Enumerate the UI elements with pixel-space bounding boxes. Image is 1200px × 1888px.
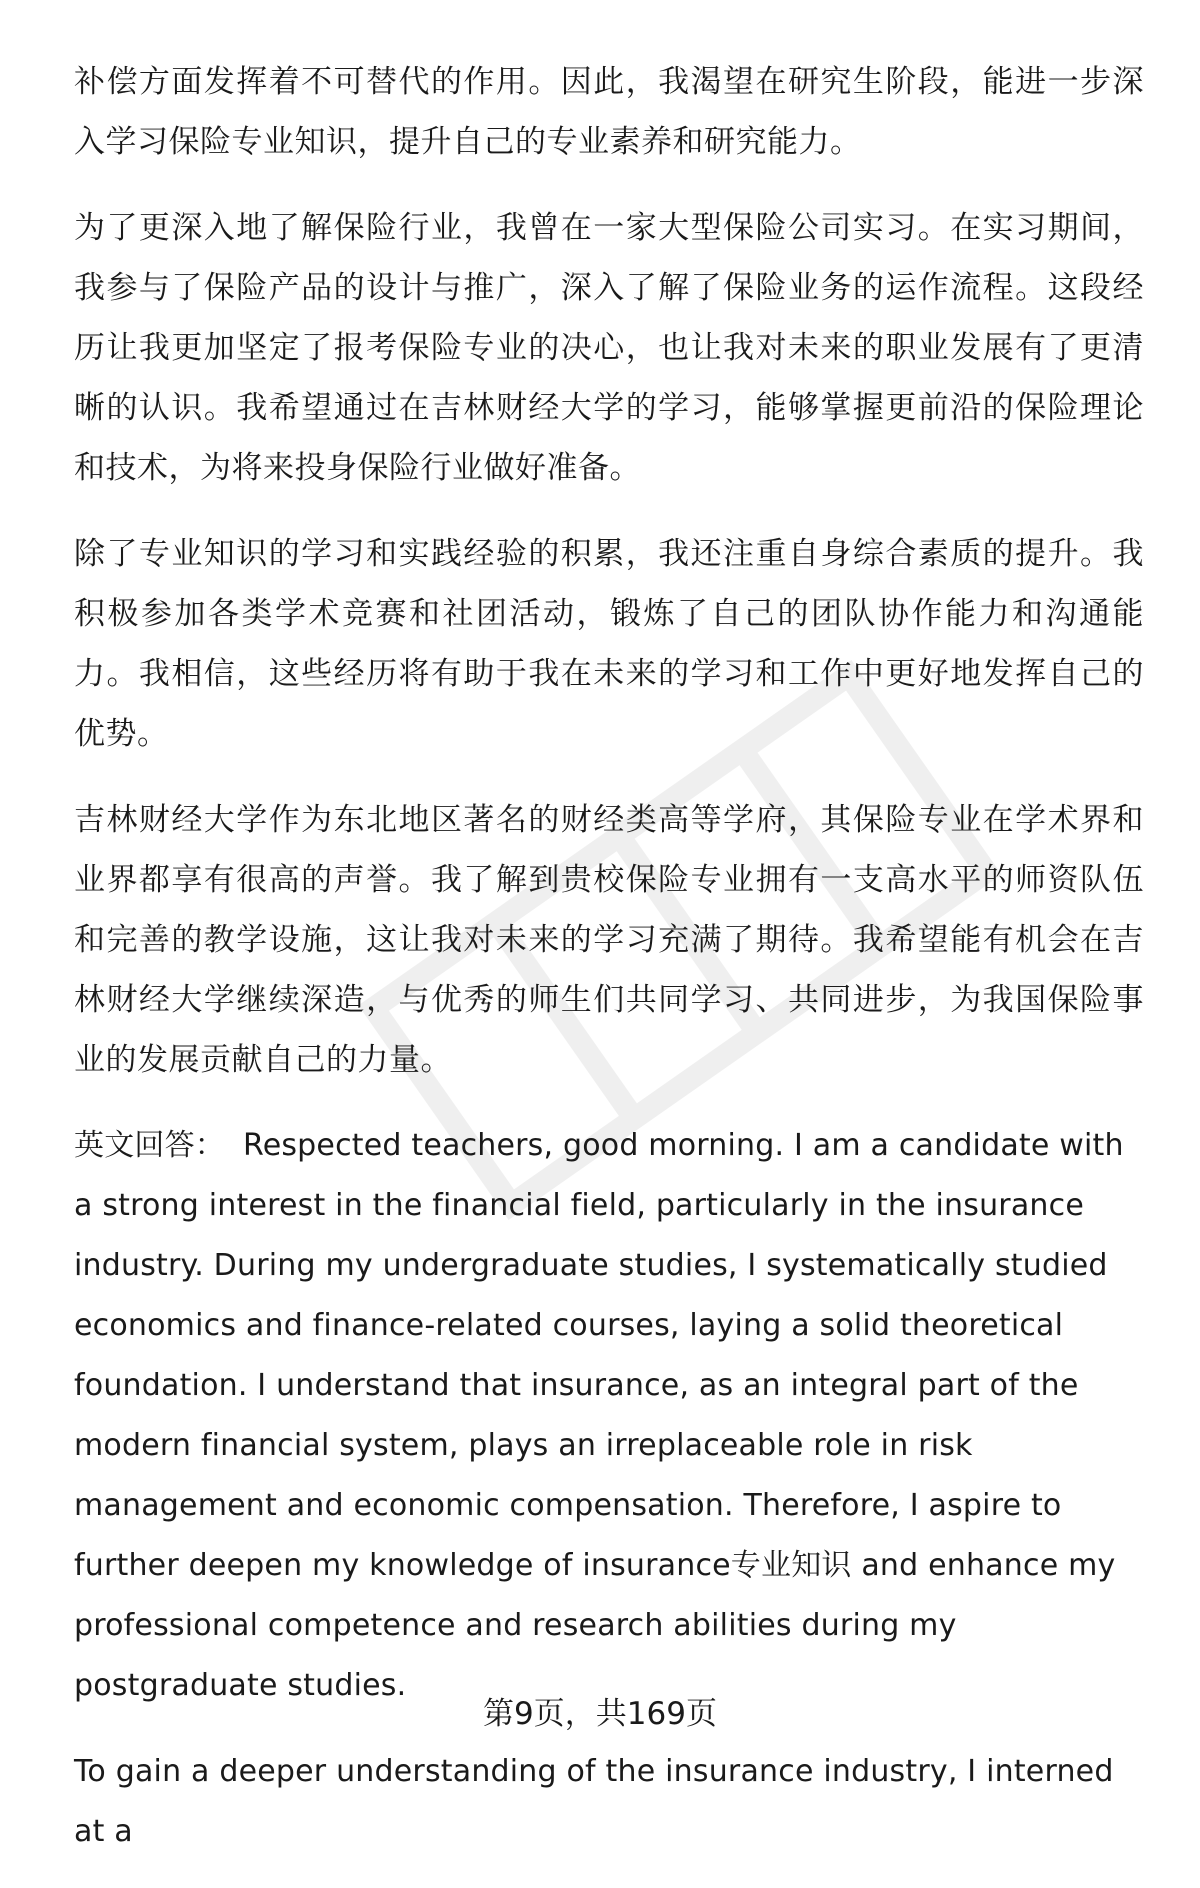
english-next-paragraph: To gain a deeper understanding of the insurance industry, I interned at a [74,1754,1114,1849]
paragraph-2: 为了更深入地了解保险行业，我曾在一家大型保险公司实习。在实习期间，我参与了保险产品的设计与推广，深入了解了保险业务的运作流程。这段经历让我更加坚定了报考保险专业的决心，也让我对未来的职业发展有了更清晰的认识。我希望通过在吉林财经大学的学习，能够掌握更前沿的保险理论和技术，为将来投身保险行业做好准备。 [74,210,1144,486]
page-number: 第9页，共169页 [483,1696,717,1732]
paragraph-1: 补偿方面发挥着不可替代的作用。因此，我渴望在研究生阶段，能进一步深入学习保险专业知识，提升自己的专业素养和研究能力。 [74,64,1144,160]
document-body [74,52,1144,1888]
paragraph-3: 除了专业知识的学习和实践经验的积累，我还注重自身综合素质的提升。我积极参加各类学术竞赛和社团活动，锻炼了自己的团队协作能力和沟通能力。我相信，这些经历将有助于我在未来的学习和工作中更好地发挥自己的优势。 [74,536,1144,752]
english-answer-paragraph [74,1116,1144,1716]
paragraph-4: 吉林财经大学作为东北地区著名的财经类高等学府，其保险专业在学术界和业界都享有很高的声誉。我了解到贵校保险专业拥有一支高水平的师资队伍和完善的教学设施，这让我对未来的学习充满了期待。我希望能有机会在吉林财经大学继续深造，与优秀的师生们共同学习、共同进步，为我国保险事业的发展贡献自己的力量。 [74,802,1144,1078]
english-answer-text: Respected teachers, good morning. I am a candidate with a strong interest in the financial field, particularly in the insurance industry. During my undergraduate studies, I systematically studied economics and finance-related courses, laying a solid theoretical foundation. I understand that insurance, as an integral part of the modern financial system, plays an irreplaceable role in risk management and economic compensation. Therefore, I aspire to further deepen my knowledge of insurance专业知识 and enhance my professional competence and research abilities during my postgraduate studies. [74,1128,1124,1703]
english-answer-label: 英文回答： [74,1128,225,1163]
